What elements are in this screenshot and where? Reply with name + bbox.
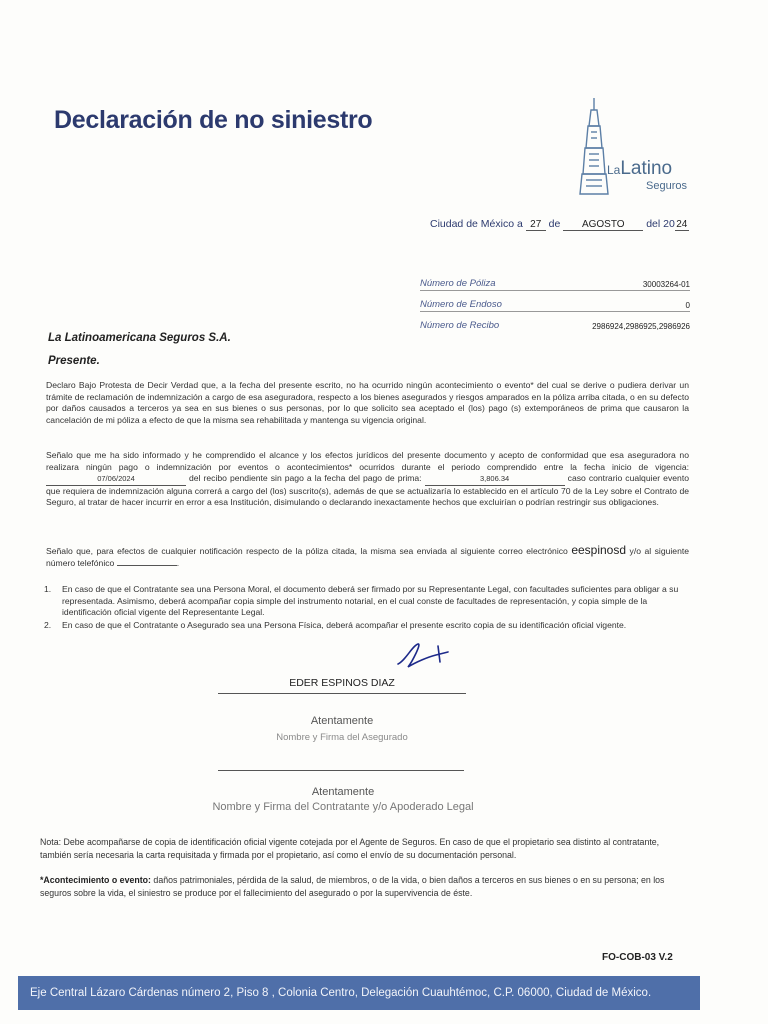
policy-value: 30003264-01 bbox=[642, 280, 690, 289]
receipt-value: 2986924,2986925,2986926 bbox=[592, 322, 690, 331]
attentamente-contractor: Atentamente bbox=[311, 786, 375, 798]
greeting: Presente. bbox=[48, 355, 100, 367]
logo-subtitle: Seguros bbox=[646, 180, 687, 192]
day-field: 27 bbox=[526, 219, 546, 231]
policy-row bbox=[420, 270, 690, 291]
endorsement-label: Número de Endoso bbox=[420, 299, 502, 310]
policy-info-table bbox=[420, 270, 690, 332]
policy-label: Número de Póliza bbox=[420, 278, 496, 289]
contact-paragraph: Señalo que, para efectos de cualquier notificación respecto de la póliza citada, la misma sea enviada al siguiente correo electrónico eespinosd y/o al siguiente número telefónico . bbox=[46, 543, 690, 568]
insured-signature-caption: Nombre y Firma del Asegurado bbox=[276, 732, 408, 743]
city-date-line bbox=[430, 218, 689, 231]
attentamente-insured: Atentamente bbox=[310, 715, 374, 727]
receipt-row bbox=[420, 312, 690, 332]
start-date-field: 07/06/2024 bbox=[46, 473, 186, 486]
company-name: La Latinoamericana Seguros S.A. bbox=[48, 332, 231, 344]
document-title: Declaración de no siniestro bbox=[54, 106, 373, 134]
signature-icon bbox=[388, 640, 454, 672]
city-prefix: Ciudad de México a bbox=[430, 218, 523, 230]
signer-name: EDER ESPINOS DIAZ bbox=[218, 677, 466, 694]
month-field: AGOSTO bbox=[563, 219, 643, 231]
list-item: 1. En caso de que el Contratante sea una Persona Moral, el documento deberá ser firmado por su Representante Legal, con facultades suficientes para obligar a su representada. Asimismo, deberá acompañar copia simple del instrumento notarial, en el cual conste de facultades de representación, y copia simple de la identificación oficial vigente del Representante Legal. bbox=[44, 584, 679, 618]
premium-amount-field: 3,806.34 bbox=[425, 473, 565, 486]
year-prefix: del 20 bbox=[646, 218, 675, 230]
note-text: Nota: Debe acompañarse de copia de identificación oficial vigente cotejada por el Agente de Seguros. En caso de que el propietario sea distinto al contratante, también sería necesaria la carta requisitada y firmada por el propietario, así como el envío de su documentación personal. bbox=[40, 837, 660, 860]
form-code: FO-COB-03 V.2 bbox=[602, 952, 673, 963]
instructions-list bbox=[44, 584, 689, 632]
de-label: de bbox=[548, 218, 561, 230]
contractor-signature-caption: Nombre y Firma del Contratante y/o Apoderado Legal bbox=[212, 801, 474, 813]
phone-field bbox=[117, 565, 177, 566]
contractor-signature-line bbox=[218, 770, 464, 771]
footer-address: Eje Central Lázaro Cárdenas número 2, Piso 8 , Colonia Centro, Delegación Cuauhtémoc, C.P. 06000, Ciudad de México. bbox=[18, 976, 700, 1010]
event-definition: *Acontecimiento o evento: daños patrimoniales, pérdida de la salud, de miembros, o de la vida, o bien daños a terceros en sus bienes o en su persona; en los seguros sobre la vida, el siniestro se produce por el fallecimiento del asegurado o por la supervivencia de éste. bbox=[40, 875, 665, 898]
logo-brand-text: LaLatino bbox=[607, 158, 673, 179]
year-field: 24 bbox=[676, 219, 688, 230]
email-field: eespinosd bbox=[571, 543, 627, 557]
receipt-label: Número de Recibo bbox=[420, 320, 500, 331]
endorsement-value: 0 bbox=[685, 301, 690, 310]
list-item: 2. En caso de que el Contratante o Asegurado sea una Persona Física, deberá acompañar el presente escrito copia de su identificación oficial vigente. bbox=[44, 619, 627, 630]
endorsement-row bbox=[420, 291, 690, 312]
conditions-paragraph: Señalo que me ha sido informado y he comprendido el alcance y los efectos jurídicos del presente documento y acepto de conformidad que esa aseguradora no realizara ningún pago o indemnización por eventos o acontecimientos* ocurridos durante el periodo comprendido entre la fecha inicio de vigencia: 07/06/2024 del recibo pendiente sin pago a la fecha del pago de prima: 3,806.34 caso contrario cualquier evento que requiera de indemnización alguna correrá a cargo del (los) suscrito(s), además de que se actualizaría lo establecido en el artículo 70 de la Ley sobre el Contrato de Seguro, al tratar de hacer incurrir en error a esa Institución, disimulando o declarando inexactamente hechos que excluirían o podrían restringir sus obligaciones. bbox=[46, 450, 689, 508]
declaration-paragraph: Declaro Bajo Protesta de Decir Verdad que, a la fecha del presente escrito, no ha ocurrido ningún acontecimiento o evento* del cual se derive o pudiera derivar un trámite de reclamación de indemnización a cargo de esa aseguradora, respecto a los bienes asegurados y riesgos amparados en la póliza arriba citada, o en su defecto por daños causados a terceros ya sea en sus bienes o sus personas, por lo que solicito sea aceptado el (los) pago (s) extemporáneos de prima que causaron la cancelación de mi póliza a efecto de que la misma sea rehabilitada y mantenga su vigencia original. bbox=[46, 380, 689, 425]
